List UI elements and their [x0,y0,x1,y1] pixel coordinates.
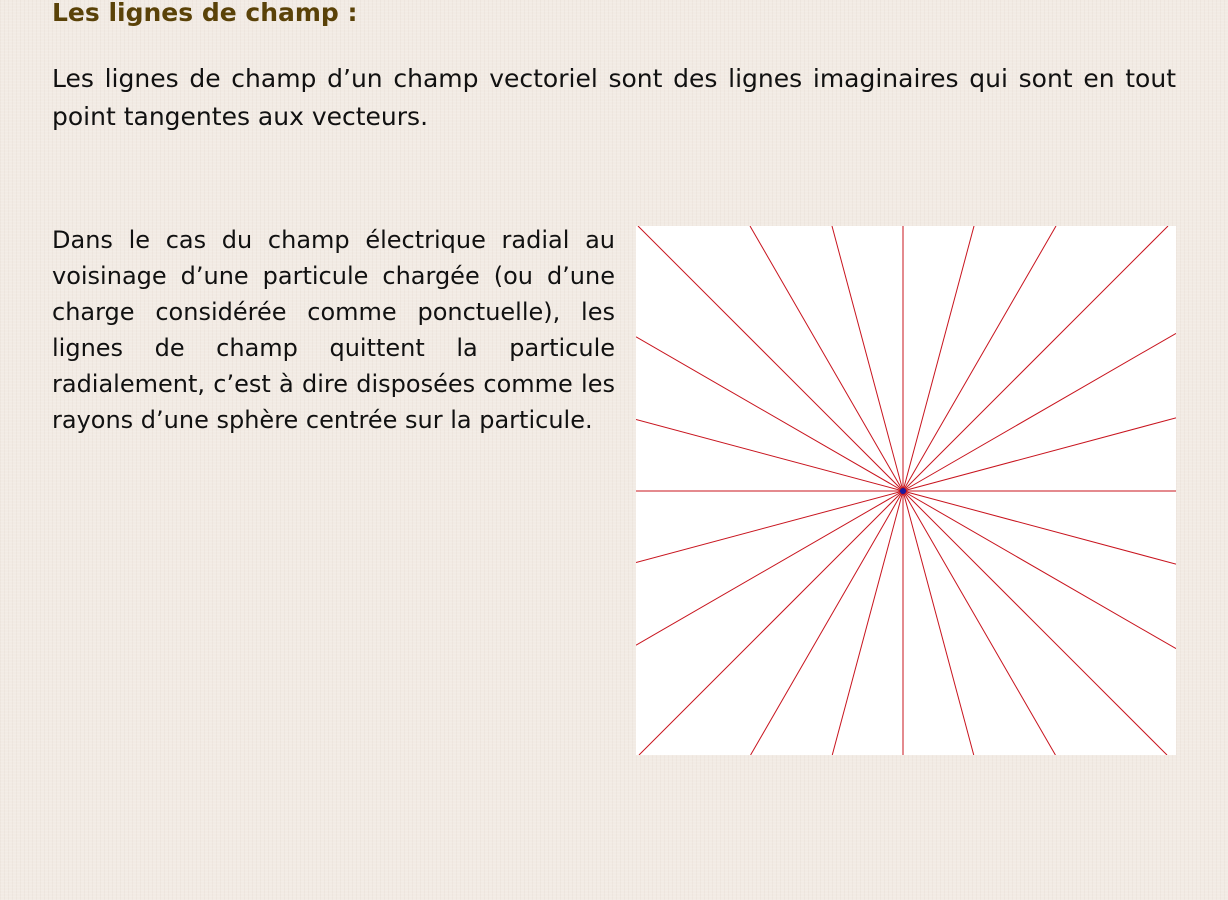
field-line [636,337,903,491]
field-line [903,491,1176,649]
field-line [903,226,1168,491]
field-line [903,491,1176,564]
section-title: Les lignes de champ : [52,0,358,27]
field-line [903,491,1055,755]
field-lines-diagram [636,226,1176,755]
field-line [903,491,1167,755]
radial-field-figure [636,226,1176,755]
field-line [638,226,903,491]
field-line [832,226,903,491]
field-line [903,491,974,755]
explanation-paragraph: Dans le cas du champ électrique radial au voisinage d’une particule chargée (ou d’une charge considérée comme ponctuelle), les lignes de champ quittent la particule radialement, c’est à dire disposées comme les rayons d’une sphère centrée sur la particule. [52,226,615,434]
field-line [750,226,903,491]
field-line [903,333,1176,491]
point-charge [900,488,906,494]
field-line [751,491,903,755]
field-line [903,226,1056,491]
field-line [903,418,1176,491]
field-line [832,491,903,755]
field-line [636,419,903,491]
intro-paragraph: Les lignes de champ d’un champ vectoriel sont des lignes imaginaires qui sont en tout point tangentes aux vecteurs. [52,64,1176,131]
field-line [903,226,974,491]
field-line [636,491,903,645]
field-line [636,491,903,563]
field-line [639,491,903,755]
